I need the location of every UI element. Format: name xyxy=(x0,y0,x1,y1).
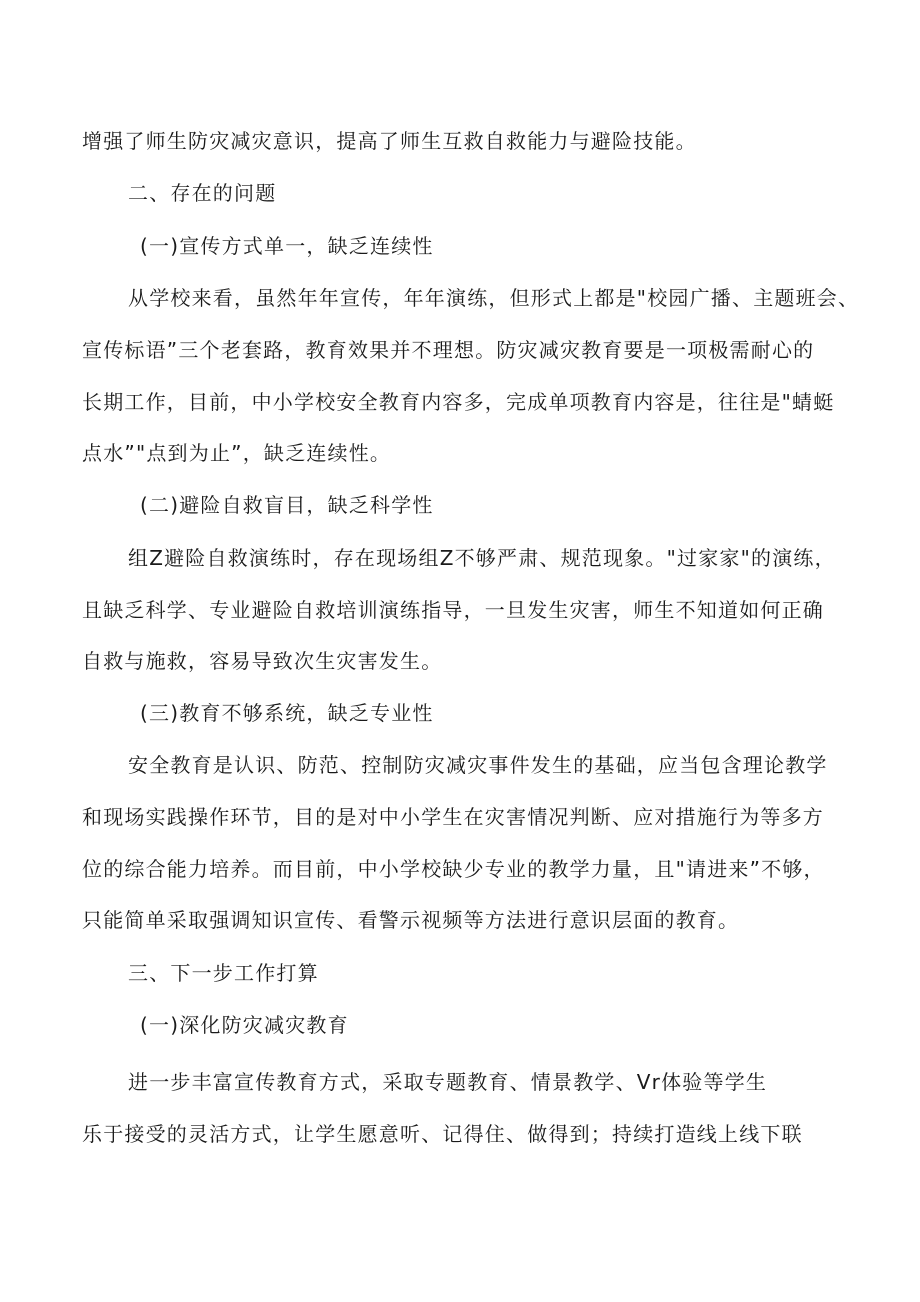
paragraph-line: 组Z避险自救演练时，存在现场组Z不够严肃、规范现象。"过家家"的演练， xyxy=(128,546,836,570)
section-heading: 三、下一步工作打算 xyxy=(128,961,319,985)
subsection-heading: (一)深化防灾减灾教育 xyxy=(140,1013,349,1037)
paragraph-line: 和现场实践操作环节，目的是对中小学生在灾害情况判断、应对措施行为等多方 xyxy=(82,805,824,829)
subsection-heading: (三)教育不够系统，缺乏专业性 xyxy=(140,701,434,725)
paragraph-line: 从学校来看，虽然年年宣传，年年演练，但形式上都是"校园广播、主题班会、 xyxy=(128,286,860,310)
subsection-heading: (二)避险自救盲目，缺乏科学性 xyxy=(140,493,434,517)
paragraph-line: 自救与施救，容易导致次生灾害发生。 xyxy=(82,649,443,673)
paragraph-line: 只能简单采取强调知识宣传、看警示视频等方法进行意识层面的教育。 xyxy=(82,908,740,932)
paragraph-line: 进一步丰富宣传教育方式，采取专题教育、情景教学、Vr体验等学生 xyxy=(128,1070,768,1094)
paragraph-line: 且缺乏科学、专业避险自救培训演练指导，一旦发生灾害，师生不知道如何正确 xyxy=(82,598,824,622)
subsection-heading: (一)宣传方式单一，缺乏连续性 xyxy=(140,234,434,258)
paragraph-line: 增强了师生防灾减灾意识，提高了师生互救自救能力与避险技能。 xyxy=(82,129,697,153)
paragraph-line: 宣传标语”三个老套路，教育效果并不理想。防灾减灾教育要是一项极需耐心的 xyxy=(82,338,815,362)
paragraph-line: 安全教育是认识、防范、控制防灾减灾事件发生的基础，应当包含理论教学 xyxy=(128,753,828,777)
paragraph-line: 点水”"点到为止”，缺乏连续性。 xyxy=(82,441,392,465)
paragraph-line: 乐于接受的灵活方式，让学生愿意听、记得住、做得到；持续打造线上线下联 xyxy=(82,1122,803,1146)
section-heading: 二、存在的问题 xyxy=(128,181,277,205)
paragraph-line: 长期工作，目前，中小学校安全教育内容多，完成单项教育内容是，往往是"蜻蜓 xyxy=(82,390,835,414)
paragraph-line: 位的综合能力培养。而目前，中小学校缺少专业的教学力量，且"请进来”不够， xyxy=(82,857,825,881)
